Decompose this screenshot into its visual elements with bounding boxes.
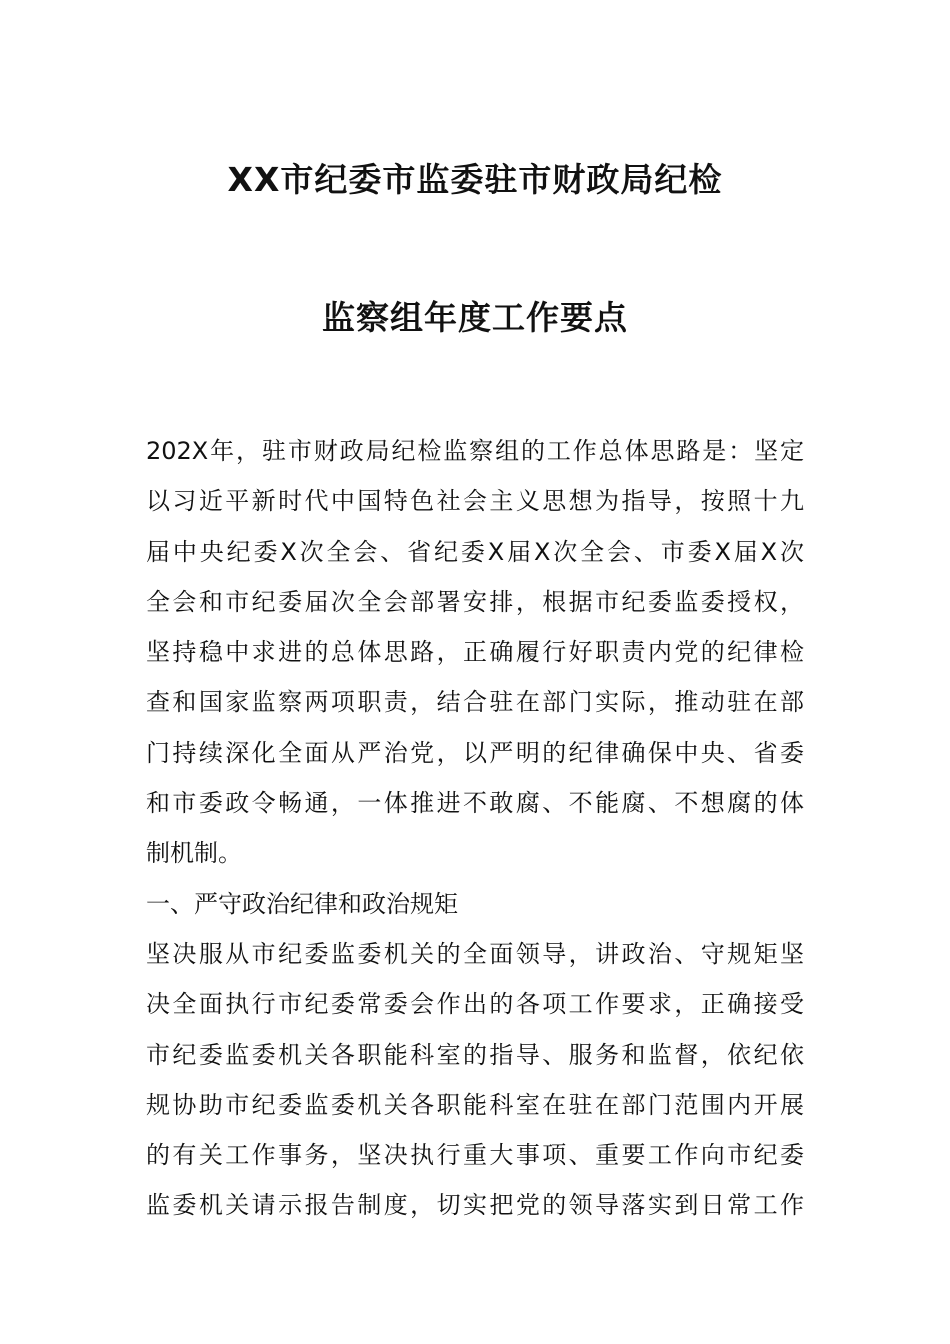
body-line: 决全面执行市纪委常委会作出的各项工作要求，正确接受 (146, 990, 804, 1019)
body-line: 查和国家监察两项职责，结合驻在部门实际，推动驻在部 (146, 688, 804, 717)
body-line: 监委机关请示报告制度，切实把党的领导落实到日常工作 (146, 1191, 804, 1220)
section-heading: 一、严守政治纪律和政治规矩 (146, 889, 458, 918)
body-line: 制机制。 (146, 839, 242, 868)
body-line: 规协助市纪委监委机关各职能科室在驻在部门范围内开展 (146, 1090, 804, 1119)
body-line: 以习近平新时代中国特色社会主义思想为指导，按照十九 (146, 487, 804, 516)
body-line: 坚决服从市纪委监委机关的全面领导，讲政治、守规矩坚 (146, 939, 804, 968)
body-line: 市纪委监委机关各职能科室的指导、服务和监督，依纪依 (146, 1040, 804, 1069)
body-line: 和市委政令畅通，一体推进不敢腐、不能腐、不想腐的体 (146, 789, 804, 818)
document-body (146, 426, 804, 1231)
body-line: 202X年，驻市财政局纪检监察组的工作总体思路是：坚定 (146, 437, 804, 465)
body-line: 坚持稳中求进的总体思路，正确履行好职责内党的纪律检 (146, 638, 804, 667)
body-line: 的有关工作事务，坚决执行重大事项、重要工作向市纪委 (146, 1141, 804, 1170)
body-line: 全会和市纪委届次全会部署安排，根据市纪委监委授权， (146, 587, 804, 616)
body-line: 届中央纪委X次全会、省纪委X届X次全会、市委X届X次 (146, 537, 804, 566)
document-title-line-1: XX市纪委市监委驻市财政局纪检 (227, 160, 723, 199)
body-line: 门持续深化全面从严治党，以严明的纪律确保中央、省委 (146, 738, 804, 767)
document-title-line-2: 监察组年度工作要点 (322, 298, 628, 337)
